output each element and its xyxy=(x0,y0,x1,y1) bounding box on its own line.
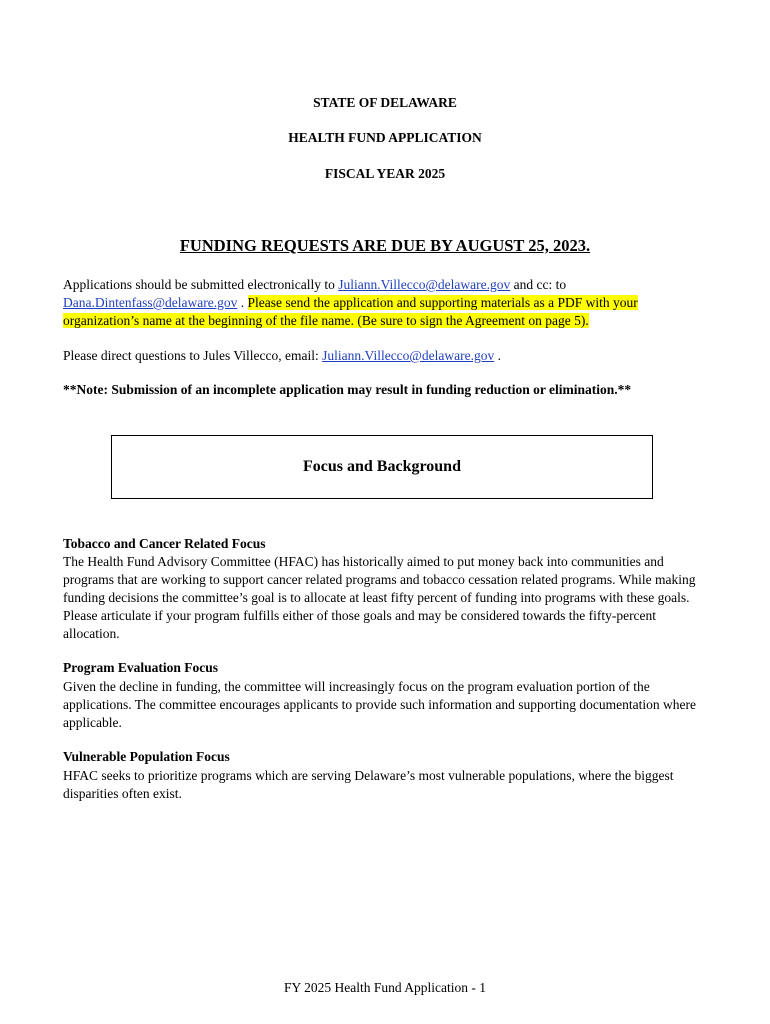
submission-text-1: Applications should be submitted electronically to xyxy=(63,277,339,292)
highlighted-instructions: Please send the application and supporting materials as a PDF with your organization’s name at the beginning of the file name. (Be sure to sign the Agreement on page 5). xyxy=(63,295,638,328)
section-heading-tobacco: Tobacco and Cancer Related Focus xyxy=(63,536,266,551)
questions-text-1: Please direct questions to Jules Villecco, email: xyxy=(63,348,323,363)
due-date-notice: FUNDING REQUESTS ARE DUE BY AUGUST 25, 2023. xyxy=(179,236,591,255)
submission-text-2: and cc: to xyxy=(510,277,567,292)
focus-background-title: Focus and Background xyxy=(303,458,461,475)
submission-text-3: . xyxy=(237,295,248,310)
incomplete-application-note: **Note: Submission of an incomplete application may result in funding reduction or elimination.** xyxy=(63,382,632,397)
questions-email-link[interactable]: Juliann.Villecco@delaware.gov xyxy=(322,348,495,363)
fiscal-year-title: FISCAL YEAR 2025 xyxy=(324,166,446,181)
email-link-juliann[interactable]: Juliann.Villecco@delaware.gov xyxy=(338,277,511,292)
state-title: STATE OF DELAWARE xyxy=(313,95,457,110)
page-footer: FY 2025 Health Fund Application - 1 xyxy=(284,980,486,995)
questions-paragraph xyxy=(63,347,711,365)
section-body-vulnerable: HFAC seeks to prioritize programs which are serving Delaware’s most vulnerable populations, where the biggest disparities often exist. xyxy=(63,768,674,801)
section-body-evaluation: Given the decline in funding, the committee will increasingly focus on the program evaluation portion of the applications. The committee encourages applicants to provide such information and supporting documentation where applicable. xyxy=(63,679,696,730)
email-link-dana[interactable]: Dana.Dintenfass@delaware.gov xyxy=(63,295,238,310)
section-heading-evaluation: Program Evaluation Focus xyxy=(63,660,218,675)
section-body-tobacco: The Health Fund Advisory Committee (HFAC) has historically aimed to put money back into communities and programs that are working to support cancer related programs and tobacco cessation related programs. While making funding decisions the committee’s goal is to allocate at least fifty percent of funding into programs with these goals. Please articulate if your program fulfills either of those goals and may be considered towards the fifty-percent allocation. xyxy=(63,554,696,641)
application-title: HEALTH FUND APPLICATION xyxy=(288,130,482,145)
section-title-box xyxy=(111,435,653,499)
submission-paragraph xyxy=(63,276,711,330)
section-heading-vulnerable: Vulnerable Population Focus xyxy=(63,749,230,764)
questions-text-2: . xyxy=(494,348,501,363)
